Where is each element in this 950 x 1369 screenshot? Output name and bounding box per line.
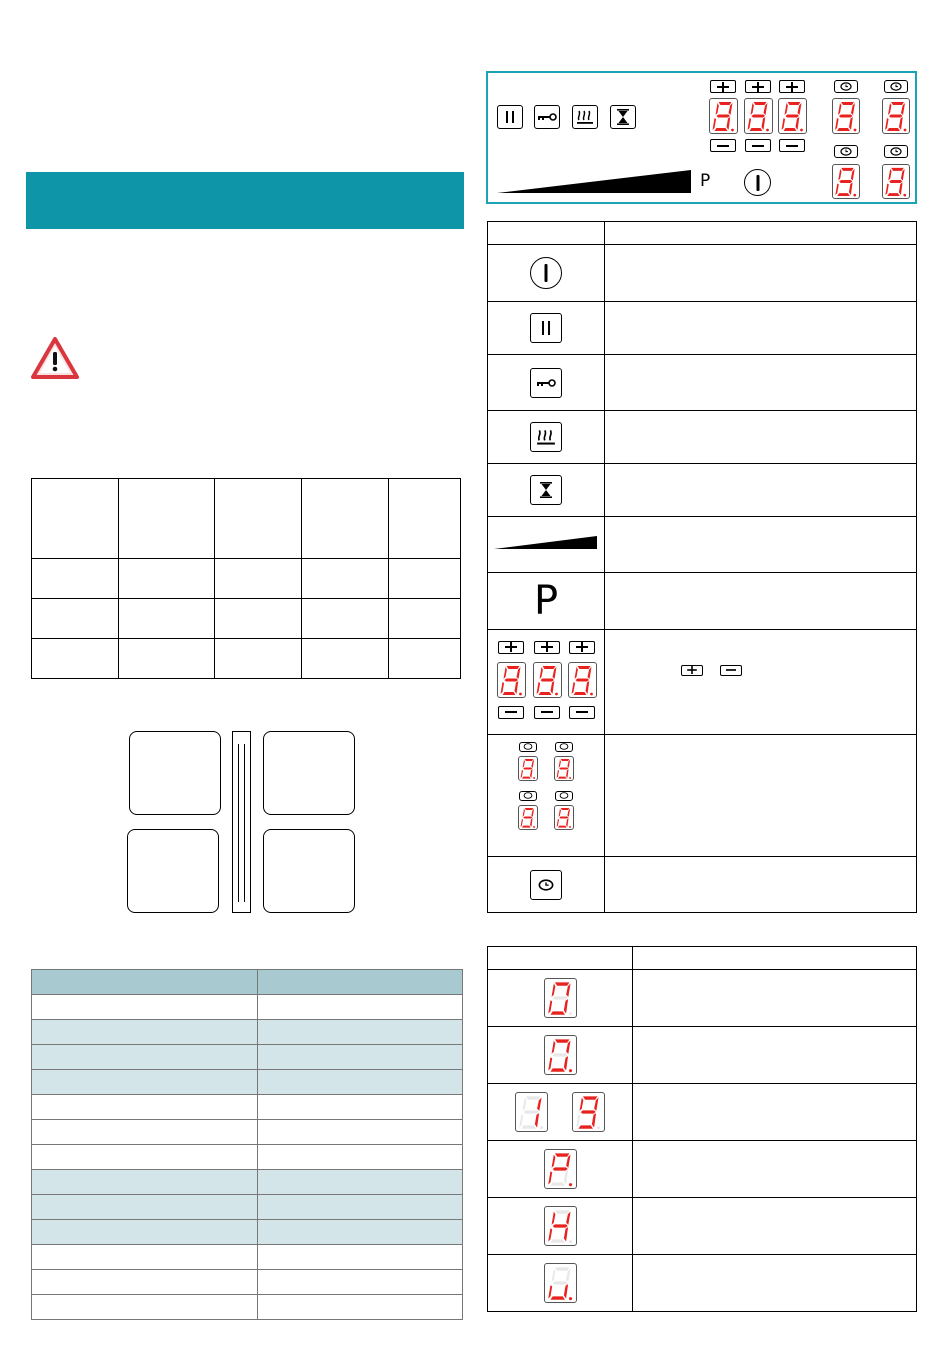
digit-u-icon bbox=[544, 1263, 577, 1303]
plus-icon bbox=[498, 641, 524, 654]
plus-icon bbox=[786, 82, 798, 92]
timer-button[interactable] bbox=[610, 105, 636, 129]
key-lock-button[interactable] bbox=[534, 105, 560, 129]
timer1-display bbox=[832, 98, 860, 134]
timer4-display bbox=[882, 164, 910, 199]
heat-keep-warm-icon bbox=[530, 422, 562, 452]
inline-minus-icon bbox=[720, 665, 742, 676]
symbol-clock bbox=[488, 857, 605, 913]
segment-display-icon bbox=[518, 805, 538, 830]
pause-icon bbox=[530, 313, 562, 343]
hourglass-timer-icon bbox=[616, 108, 630, 126]
timer2-display bbox=[882, 98, 910, 134]
segment-display-icon bbox=[554, 805, 574, 830]
digit-h-icon bbox=[544, 1206, 577, 1246]
power-boost-label: P bbox=[700, 171, 711, 191]
key-lock-icon bbox=[530, 368, 562, 398]
pause-button[interactable] bbox=[497, 105, 523, 129]
clock-timer-icon bbox=[840, 147, 852, 156]
warning-triangle-icon bbox=[30, 336, 80, 381]
plus-icon bbox=[534, 641, 560, 654]
segment-display-icon bbox=[554, 756, 574, 781]
clock-timer-icon bbox=[555, 742, 573, 752]
heat-keep-warm-icon bbox=[576, 109, 594, 125]
segment-display-icon bbox=[533, 662, 562, 698]
control-panel bbox=[486, 71, 917, 204]
power-on-icon bbox=[530, 257, 562, 289]
clock-timer-icon bbox=[555, 791, 573, 801]
display-residual-heat bbox=[488, 1198, 633, 1255]
power-ramp-icon bbox=[494, 536, 598, 550]
clock-timer-icon bbox=[890, 147, 902, 156]
timer1-button[interactable] bbox=[834, 80, 858, 93]
zone3-plus-button[interactable] bbox=[779, 80, 805, 93]
clock-timer-icon bbox=[519, 742, 537, 752]
zone2-minus-button[interactable] bbox=[745, 139, 771, 152]
timer4-button[interactable] bbox=[884, 145, 908, 158]
clock-timer-icon bbox=[840, 82, 852, 91]
minus-icon bbox=[569, 706, 595, 719]
settings-table bbox=[31, 969, 463, 1320]
timer2-button[interactable] bbox=[884, 80, 908, 93]
segment-display-icon bbox=[568, 662, 597, 698]
timer3-display bbox=[832, 164, 860, 199]
plus-icon bbox=[752, 82, 764, 92]
segment-display-icon bbox=[497, 662, 526, 698]
zone2-plus-button[interactable] bbox=[745, 80, 771, 93]
minus-icon bbox=[534, 706, 560, 719]
power-on-button[interactable] bbox=[744, 169, 771, 196]
zone2-display bbox=[744, 98, 773, 134]
zone1-display bbox=[709, 98, 738, 134]
digit-1-icon bbox=[515, 1092, 548, 1132]
symbol-key-lock bbox=[488, 355, 605, 411]
cooking-zone-rear-left bbox=[129, 731, 221, 815]
minus-icon bbox=[717, 144, 729, 148]
digit-9-icon bbox=[572, 1092, 605, 1132]
minus-icon bbox=[752, 144, 764, 148]
display-table bbox=[487, 946, 917, 1312]
plus-icon bbox=[569, 641, 595, 654]
control-strip bbox=[232, 731, 251, 913]
zone1-minus-button[interactable] bbox=[710, 139, 736, 152]
symbol-power-ramp bbox=[488, 517, 605, 573]
symbol-zone-controls bbox=[488, 630, 605, 735]
keep-warm-button[interactable] bbox=[572, 105, 598, 129]
symbol-timer-displays bbox=[488, 735, 605, 857]
digit-0-icon bbox=[544, 978, 577, 1018]
minus-icon bbox=[786, 144, 798, 148]
display-zero-dot bbox=[488, 1027, 633, 1084]
symbol-boost bbox=[488, 573, 605, 630]
segment-display-icon bbox=[518, 756, 538, 781]
symbol-pause bbox=[488, 302, 605, 355]
symbol-table bbox=[487, 221, 917, 913]
clock-timer-icon bbox=[519, 791, 537, 801]
zone1-plus-button[interactable] bbox=[710, 80, 736, 93]
display-levels bbox=[488, 1084, 633, 1141]
digit-p-icon bbox=[544, 1149, 577, 1189]
plus-icon bbox=[717, 82, 729, 92]
clock-timer-icon bbox=[530, 870, 562, 900]
symbol-keep-warm bbox=[488, 411, 605, 464]
symbol-power bbox=[488, 245, 605, 302]
cooking-zone-front-left bbox=[127, 829, 219, 913]
section-heading-band bbox=[26, 172, 464, 229]
zone3-minus-button[interactable] bbox=[779, 139, 805, 152]
cooking-zone-rear-right bbox=[263, 731, 355, 815]
symbol-timer bbox=[488, 464, 605, 517]
timer3-button[interactable] bbox=[834, 145, 858, 158]
spec-table bbox=[31, 478, 461, 679]
display-power-boost bbox=[488, 1141, 633, 1198]
clock-timer-icon bbox=[890, 82, 902, 91]
pause-icon bbox=[503, 110, 517, 124]
cooking-zone-front-right bbox=[263, 829, 355, 913]
power-ramp-slider[interactable] bbox=[497, 169, 693, 195]
key-lock-icon bbox=[537, 112, 557, 122]
display-pan-detection bbox=[488, 1255, 633, 1312]
display-zero bbox=[488, 970, 633, 1027]
minus-icon bbox=[498, 706, 524, 719]
zone3-display bbox=[778, 98, 807, 134]
digit-0-dot-icon bbox=[544, 1035, 577, 1075]
power-on-icon bbox=[756, 175, 760, 191]
boost-p-symbol: P bbox=[533, 578, 559, 624]
hourglass-timer-icon bbox=[530, 475, 562, 505]
inline-plus-icon bbox=[681, 665, 703, 676]
